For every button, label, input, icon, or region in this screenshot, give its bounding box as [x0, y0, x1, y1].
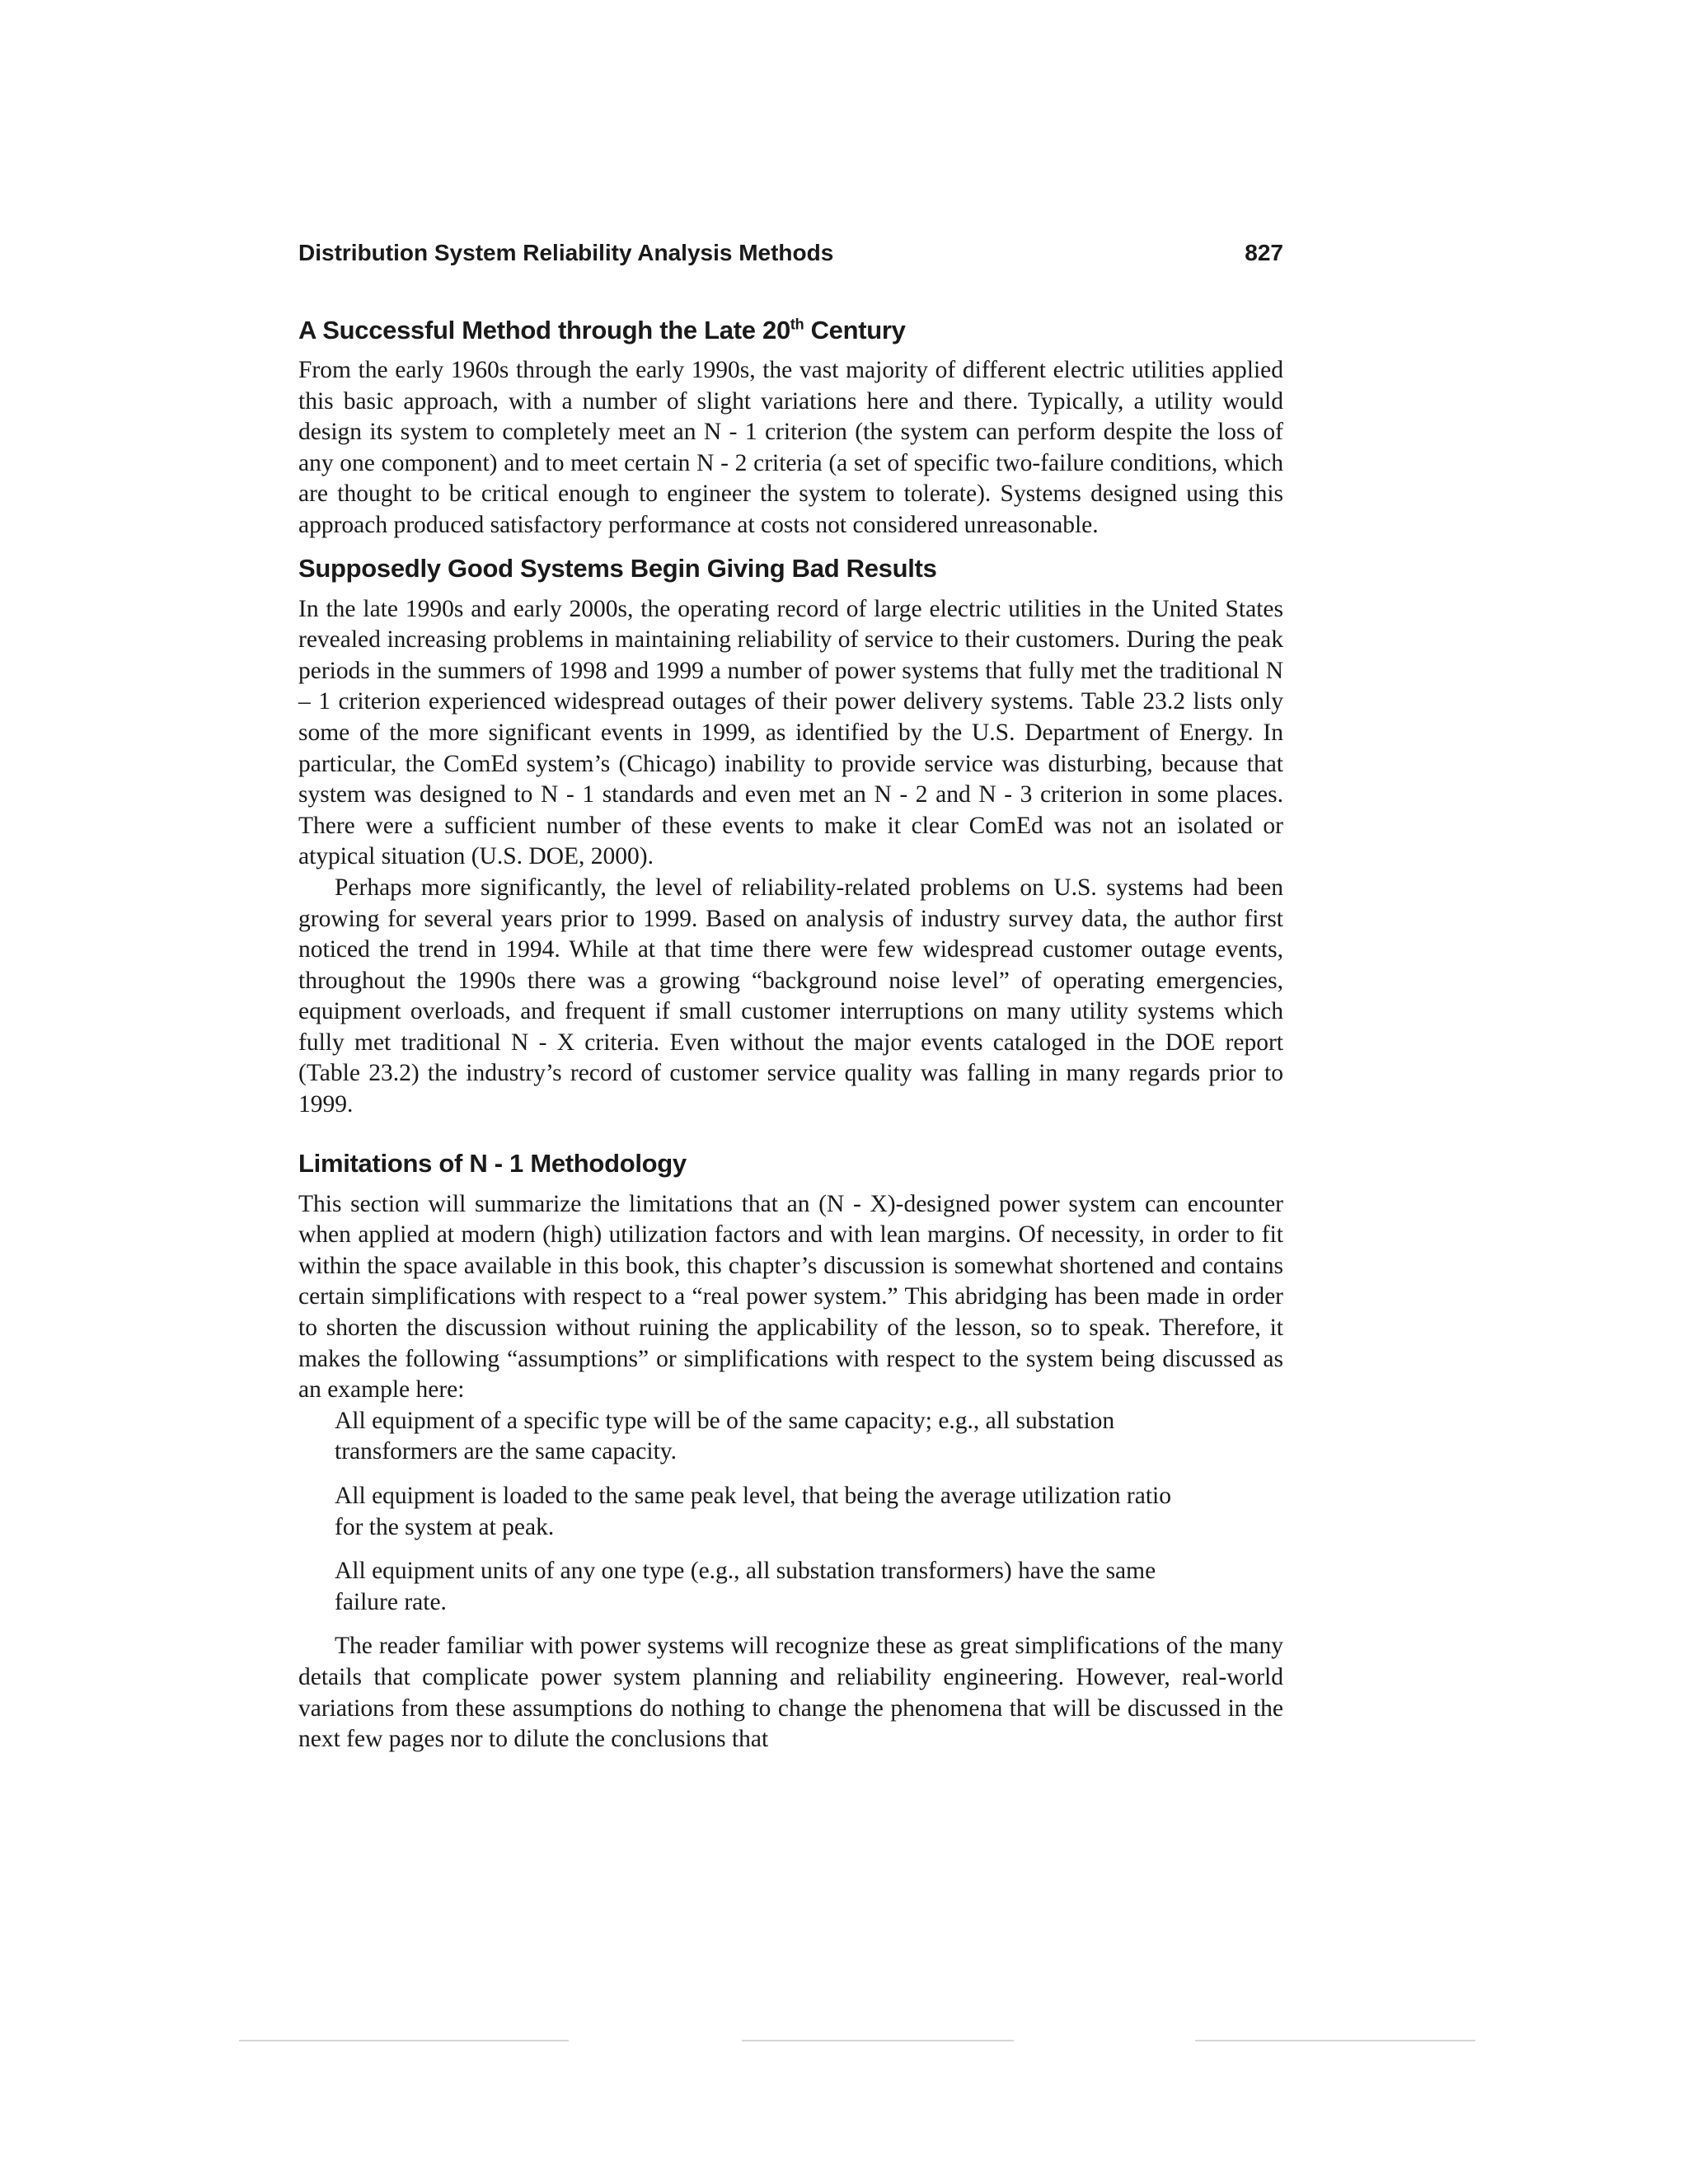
running-header — [298, 235, 1283, 271]
page-number: 827 — [1245, 240, 1283, 265]
paragraph-operating-record: In the late 1990s and early 2000s, the operating record of large electric utilities in the United States revealed increasing problems in maintaining reliability of service to their customers. During the peak periods in the summers of 1998 and 1999 a number of power systems that fully met the traditional N – 1 criterion experienced widespread outages of their power delivery systems. Table 23.2 lists only some of the more significant events in 1999, as identified by the U.S. Department of Energy. In particular, the ComEd system’s (Chicago) inability to provide service was disturbing, because that system was designed to N - 1 standards and even met an N - 2 and N - 3 criterion in some places. There were a sufficient number of these events to make it clear ComEd was not an isolated or atypical situation (U.S. DOE, 2000). — [298, 595, 1283, 870]
book-page — [298, 235, 1283, 1755]
section-heading-limitations: Limitations of N - 1 Methodology — [298, 1148, 687, 1178]
scan-artifact-line — [742, 2040, 1014, 2041]
section-heading-bad-results: Supposedly Good Systems Begin Giving Bad Results — [298, 553, 937, 583]
assumptions-list — [335, 1406, 1192, 1619]
running-title: Distribution System Reliability Analysis Methods — [298, 240, 834, 265]
assumption-item: All equipment is loaded to the same peak level, that being the average utilization ratio for the system at peak. — [335, 1483, 1171, 1540]
paragraph-closing: The reader familiar with power systems will recognize these as great simplifications of the many details that complicate power system planning and reliability engineering. However, real-world variations from these assumptions do nothing to change the phenomena that will be discussed in the next few pages nor to dilute the conclusions that — [298, 1633, 1283, 1753]
assumption-item: All equipment units of any one type (e.g., all substation transformers) have the same failure rate. — [335, 1558, 1156, 1615]
scan-artifact-line — [239, 2040, 569, 2041]
paragraph-background-noise: Perhaps more significantly, the level of reliability-related problems on U.S. systems had been growing for several years prior to 1999. Based on analysis of industry survey data, the author first noticed the trend in 1994. While at that time there were few widespread customer outage events, throughout the 1990s there was a growing “background noise level” of operating emergencies, equipment overloads, and frequent if small customer interruptions on many utility systems which fully met traditional N - X criteria. Even without the major events cataloged in the DOE report (Table 23.2) the industry’s record of customer service quality was falling in many regards prior to 1999. — [298, 874, 1283, 1118]
paragraph-limitations-intro: This section will summarize the limitations that an (N - X)-designed power system can encounter when applied at modern (high) utilization factors and with lean margins. Of necessity, in order to fit within the space available in this book, this chapter’s discussion is somewhat shortened and contains certain simplifications with respect to a “real power system.” This abridging has been made in order to shorten the discussion without ruining the applicability of the lesson, so to speak. Therefore, it makes the following “assumptions” or simplifications with respect to the system being discussed as an example here: — [298, 1190, 1283, 1404]
paragraph-successful-method: From the early 1960s through the early 1990s, the vast majority of different electric utilities applied this basic approach, with a number of slight variations here and there. Typically, a utility would design its system to completely meet an N - 1 criterion (the system can perform despite the loss of any one component) and to meet certain N - 2 criteria (a set of specific two-failure conditions, which are thought to be critical enough to engineer the system to tolerate). Systems designed using this approach produced satisfactory performance at costs not considered unreasonable. — [298, 357, 1283, 538]
heading-superscript: th — [790, 316, 804, 333]
section-heading-successful-method: A Successful Method through the Late 20th Century — [298, 316, 906, 344]
assumption-item: All equipment of a specific type will be of the same capacity; e.g., all substation transformers are the same capacity. — [335, 1407, 1115, 1465]
scan-artifact-line — [1195, 2040, 1475, 2041]
